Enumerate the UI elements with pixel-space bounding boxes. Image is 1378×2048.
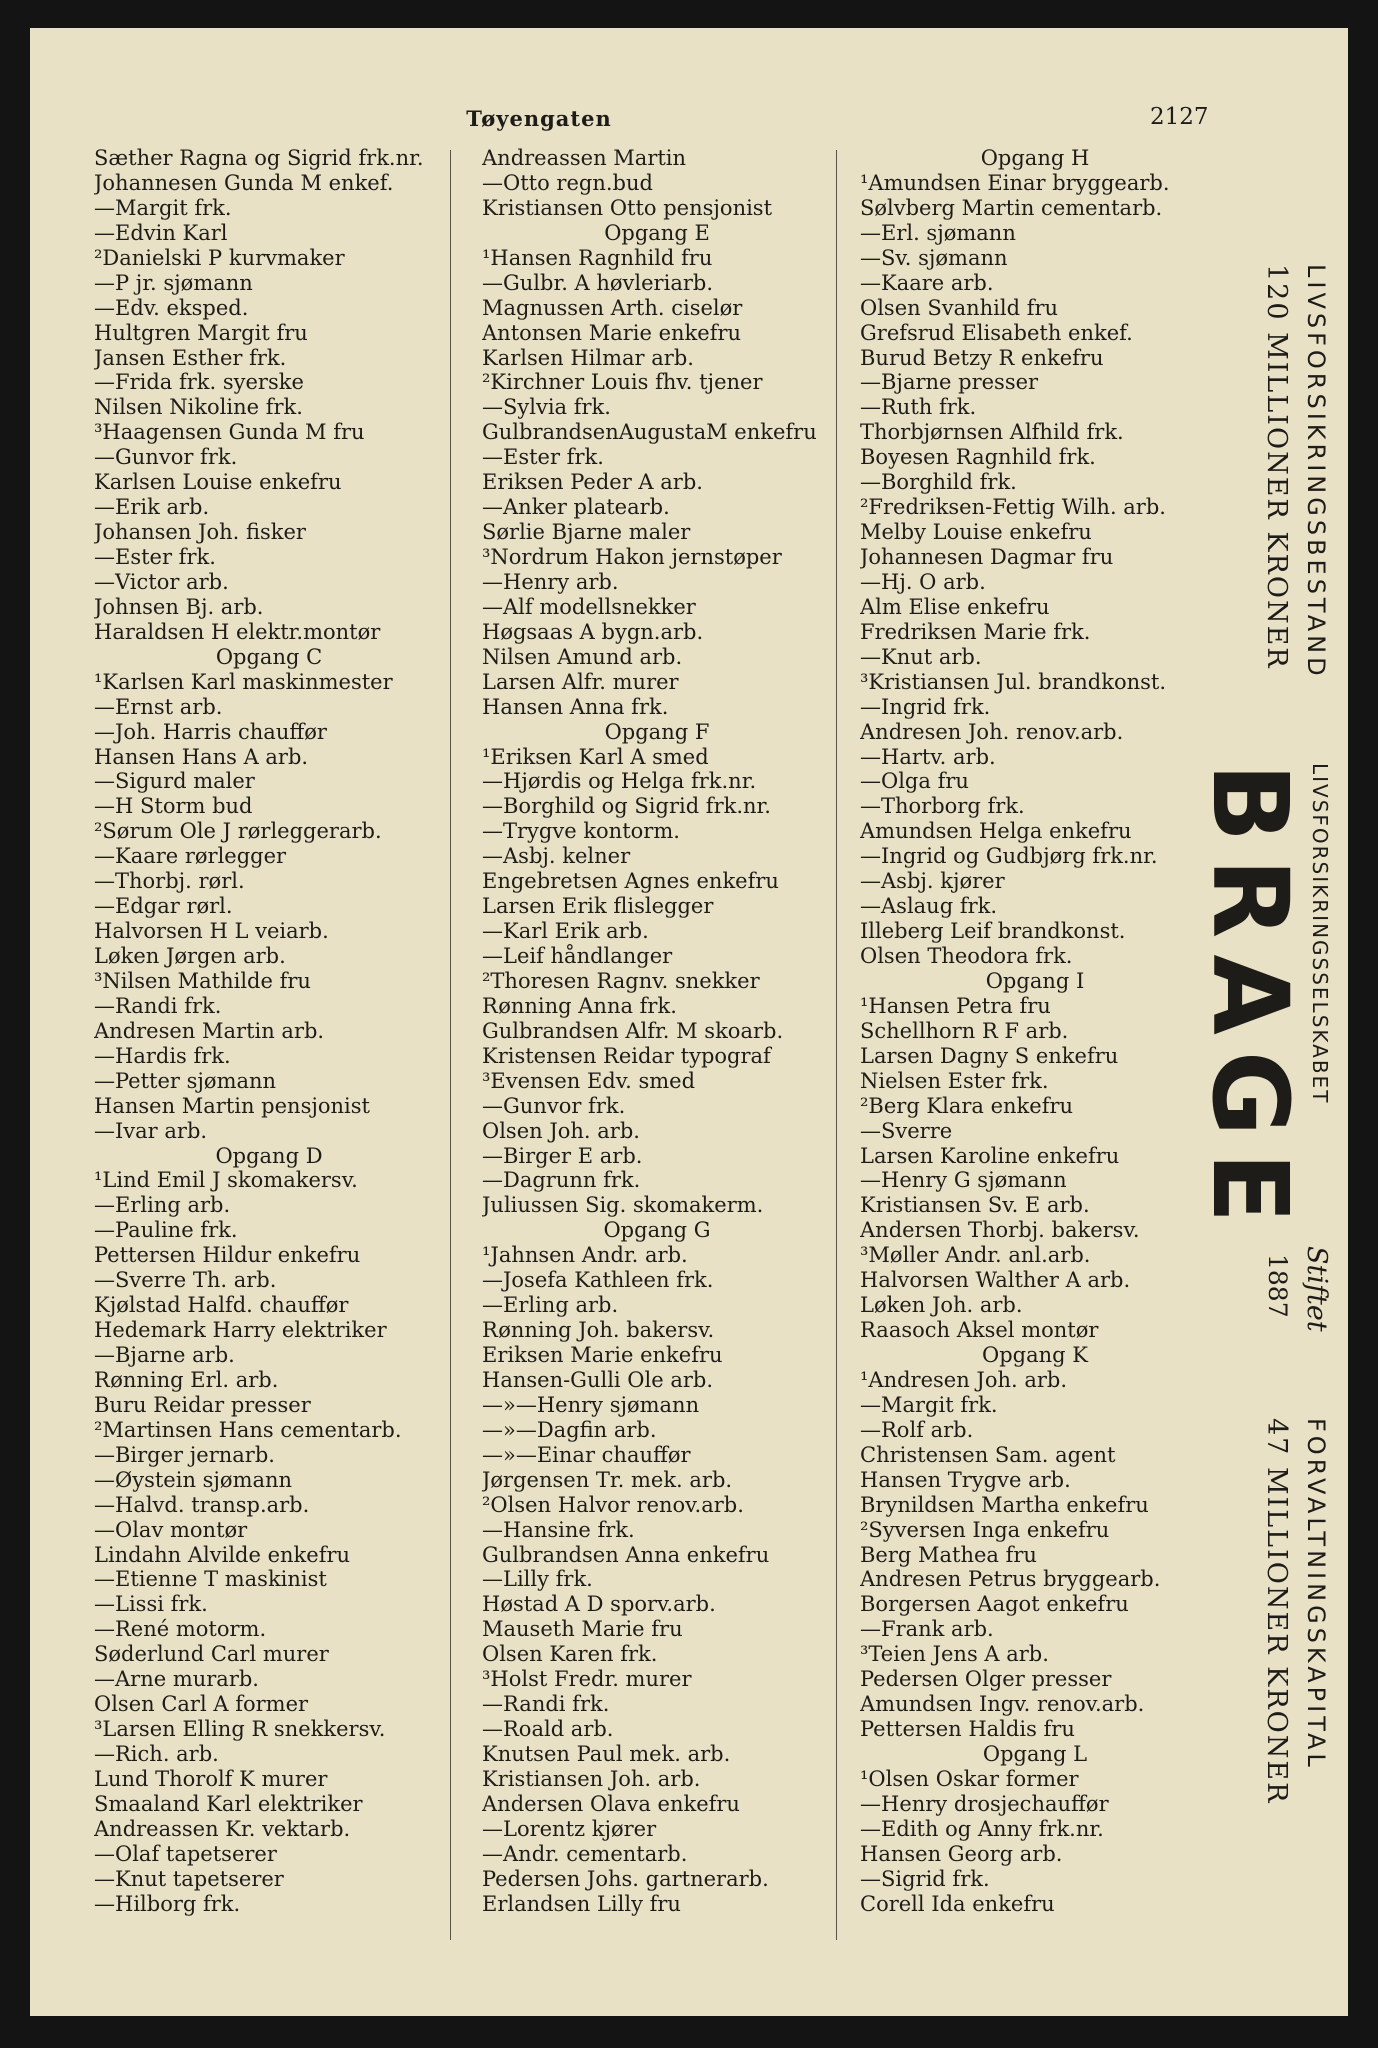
directory-entry: —Andr. cementarb.: [482, 1841, 688, 1866]
directory-entry: Nilsen Amund arb.: [482, 644, 683, 669]
directory-entry: —Erling arb.: [482, 1293, 619, 1318]
directory-entry: —Olaf tapetserer: [94, 1841, 277, 1866]
directory-entry: —Gunvor frk.: [94, 445, 238, 470]
ad-founded-year: 1887: [1263, 1254, 1292, 1318]
directory-entry: Karlsen Louise enkefru: [94, 470, 342, 495]
directory-entry: —Thorbj. rørl.: [94, 869, 245, 894]
directory-entry: ³Nilsen Mathilde fru: [94, 968, 311, 993]
directory-entry: ³Teien Jens A arb.: [860, 1642, 1049, 1667]
directory-entry: —Gunvor frk.: [482, 1093, 626, 1118]
directory-entry: ²Berg Klara enkefru: [860, 1093, 1074, 1118]
directory-entry: —Bjarne presser: [860, 370, 1039, 395]
directory-entry: Sølvberg Martin cementarb.: [860, 195, 1163, 220]
directory-entry: —Randi frk.: [94, 993, 222, 1018]
directory-entry: —Ester frk.: [482, 445, 604, 470]
directory-entry: Amundsen Helga enkefru: [860, 819, 1132, 844]
directory-entry: ¹Andresen Joh. arb.: [860, 1367, 1068, 1392]
directory-entry: —Borghild og Sigrid frk.nr.: [482, 794, 771, 819]
directory-entry: —Birger E arb.: [482, 1143, 643, 1168]
directory-entry: —Otto regn.bud: [482, 170, 653, 195]
directory-entry: Johannesen Gunda M enkef.: [94, 170, 394, 195]
directory-entry: Pedersen Johs. gartnerarb.: [482, 1866, 769, 1891]
ad-founded-label: Stiftet: [1301, 1246, 1332, 1332]
directory-entry: —Hj. O arb.: [860, 569, 986, 594]
directory-entry: —Øystein sjømann: [94, 1467, 293, 1492]
directory-entry: ²Syversen Inga enkefru: [860, 1517, 1110, 1542]
directory-entry: —Erik arb.: [94, 495, 210, 520]
directory-entry: —Hansine frk.: [482, 1517, 635, 1542]
directory-entry: —Erling arb.: [94, 1193, 231, 1218]
directory-entry: Pettersen Haldis fru: [860, 1717, 1075, 1742]
directory-entry: Kristiansen Sv. E arb.: [860, 1193, 1090, 1218]
directory-entry: —Frida frk. syerske: [94, 370, 304, 395]
directory-entry: Hansen Martin pensjonist: [94, 1093, 370, 1118]
directory-entry: —Ester frk.: [94, 545, 216, 569]
directory-entry: ¹Hansen Ragnhild fru: [482, 245, 713, 270]
section-heading: Opgang F: [604, 719, 710, 744]
directory-entry: Pettersen Hildur enkefru: [94, 1243, 361, 1268]
directory-entry: Johansen Joh. fisker: [94, 520, 306, 545]
directory-entry: Lindahn Alvilde enkefru: [94, 1542, 351, 1567]
directory-entry: —Frank arb.: [860, 1617, 994, 1642]
directory-entry: Rønning Joh. bakersv.: [482, 1318, 715, 1343]
directory-entry: Jørgensen Tr. mek. arb.: [482, 1467, 733, 1492]
directory-entry: —Olga fru: [860, 769, 969, 794]
directory-entry: Amundsen Ingv. renov.arb.: [860, 1692, 1145, 1717]
directory-entry: —P jr. sjømann: [94, 270, 253, 295]
directory-entry: Løken Jørgen arb.: [94, 944, 286, 968]
directory-entry: ¹Lind Emil J skomakersv.: [94, 1168, 358, 1193]
directory-entry: ³Kristiansen Jul. brandkonst.: [860, 669, 1167, 694]
directory-entry: ¹Amundsen Einar bryggearb.: [860, 170, 1170, 195]
directory-entry: —Victor arb.: [94, 569, 229, 594]
directory-entry: Andersen Olava enkefru: [482, 1791, 740, 1816]
directory-entry: Sørlie Bjarne maler: [482, 520, 691, 545]
directory-entry: ²Thoresen Ragnv. snekker: [482, 968, 760, 993]
section-heading: Opgang G: [603, 1218, 711, 1243]
street-title: Tøyengaten: [466, 106, 612, 131]
directory-entry: —Rich. arb.: [94, 1742, 219, 1766]
directory-entry: Karlsen Hilmar arb.: [482, 345, 694, 370]
directory-page: [30, 28, 1348, 2016]
directory-entry: —»—Dagfin arb.: [482, 1417, 657, 1442]
directory-entry: —Pauline frk.: [94, 1218, 238, 1243]
directory-entry: —Henry G sjømann: [860, 1168, 1067, 1193]
directory-entry: —Randi frk.: [482, 1692, 610, 1717]
directory-entry: Pedersen Olger presser: [860, 1667, 1112, 1692]
directory-entry: ³Møller Andr. anl.arb.: [860, 1243, 1091, 1268]
directory-entry: Høgsaas A bygn.arb.: [482, 619, 704, 644]
directory-entry: ²Sørum Ole J rørleggerarb.: [94, 819, 382, 844]
directory-entry: Borgersen Aagot enkefru: [860, 1592, 1129, 1617]
directory-entry: —Hilborg frk.: [94, 1891, 241, 1916]
directory-entry: —Josefa Kathleen frk.: [482, 1268, 714, 1293]
directory-entry: Hansen Trygve arb.: [860, 1467, 1071, 1492]
directory-entry: —Sverre: [860, 1118, 953, 1143]
directory-entry: —Kaare rørlegger: [94, 844, 287, 869]
ad-insurance-amount: 120 MILLIONER KRONER: [1261, 264, 1292, 670]
directory-entry: Buru Reidar presser: [94, 1392, 311, 1417]
directory-entry: —Sylvia frk.: [482, 395, 611, 420]
directory-entry: Berg Mathea fru: [860, 1542, 1037, 1567]
directory-entry: Brynildsen Martha enkefru: [860, 1492, 1149, 1517]
directory-entry: —Gulbr. A høvleriarb.: [482, 270, 713, 295]
directory-entry: —Bjarne arb.: [94, 1343, 235, 1367]
directory-entry: —Roald arb.: [482, 1717, 614, 1742]
directory-entry: Kristensen Reidar typograf: [482, 1043, 771, 1068]
directory-entry: —Leif håndlanger: [482, 944, 673, 968]
directory-entry: Andresen Joh. renov.arb.: [860, 719, 1124, 744]
directory-entry: Mauseth Marie fru: [482, 1617, 683, 1642]
directory-entry: Nielsen Ester frk.: [860, 1068, 1049, 1093]
directory-entry: Halvorsen H L veiarb.: [94, 919, 329, 944]
directory-entry: Hedemark Harry elektriker: [94, 1318, 387, 1343]
directory-entry: —Edgar rørl.: [94, 894, 233, 919]
directory-entry: Boyesen Ragnhild frk.: [860, 445, 1096, 470]
directory-entry: —Ingrid og Gudbjørg frk.nr.: [860, 844, 1158, 869]
directory-entry: —Asbj. kjører: [860, 869, 1005, 894]
directory-entry: Olsen Svanhild fru: [860, 295, 1059, 320]
directory-entry: Olsen Theodora frk.: [860, 944, 1073, 968]
directory-entry: Hansen-Gulli Ole arb.: [482, 1367, 714, 1392]
directory-entry: —Lorentz kjører: [482, 1816, 657, 1841]
ad-capital-amount: 47 MILLIONER KRONER: [1261, 1418, 1292, 1805]
directory-entry: Rønning Anna frk.: [482, 993, 677, 1018]
page-number: 2127: [1150, 104, 1209, 130]
directory-entry: ²Kirchner Louis fhv. tjener: [482, 370, 763, 395]
directory-entry: Andresen Petrus bryggearb.: [860, 1567, 1161, 1592]
directory-entry: —Asbj. kelner: [482, 844, 631, 869]
directory-entry: Sæther Ragna og Sigrid frk.nr.: [94, 146, 424, 170]
directory-entry: Gulbrandsen Alfr. M skoarb.: [482, 1018, 784, 1043]
directory-entry: Christensen Sam. agent: [860, 1442, 1116, 1467]
directory-entry: Andreassen Kr. vektarb.: [94, 1816, 351, 1841]
directory-entry: —Thorborg frk.: [860, 794, 1025, 819]
directory-entry: —Erl. sjømann: [860, 220, 1016, 245]
directory-entry: Larsen Alfr. murer: [482, 669, 679, 694]
directory-entry: —H Storm bud: [94, 794, 253, 819]
directory-entry: ¹Jahnsen Andr. arb.: [482, 1243, 688, 1268]
directory-entry: ²Olsen Halvor renov.arb.: [482, 1492, 744, 1517]
directory-entry: —Henry drosjechauffør: [860, 1791, 1109, 1816]
directory-entry: Corell Ida enkefru: [860, 1891, 1055, 1916]
directory-entry: —Arne murarb.: [94, 1667, 259, 1692]
directory-entry: Johannesen Dagmar fru: [860, 545, 1114, 569]
directory-entry: Juliussen Sig. skomakerm.: [482, 1193, 764, 1218]
directory-entry: Larsen Dagny S enkefru: [860, 1043, 1119, 1068]
section-heading: Opgang H: [980, 146, 1090, 170]
directory-entry: —Anker platearb.: [482, 495, 670, 520]
directory-entry: ¹Eriksen Karl A smed: [482, 744, 709, 769]
directory-entry: —Sigrid frk.: [860, 1866, 990, 1891]
directory-entry: —Halvd. transp.arb.: [94, 1492, 310, 1517]
directory-entry: —Dagrunn frk.: [482, 1168, 641, 1193]
directory-entry: —Sv. sjømann: [860, 245, 1008, 270]
directory-entry: —Petter sjømann: [94, 1068, 277, 1093]
directory-entry: —Alf modellsnekker: [482, 594, 696, 619]
directory-entry: —Aslaug frk.: [860, 894, 998, 919]
directory-entry: Larsen Karoline enkefru: [860, 1143, 1120, 1168]
directory-entry: Thorbjørnsen Alfhild frk.: [860, 420, 1124, 445]
section-heading: Opgang C: [215, 644, 323, 669]
directory-entry: Jansen Esther frk.: [94, 345, 287, 370]
directory-entry: Halvorsen Walther A arb.: [860, 1268, 1131, 1293]
directory-entry: Grefsrud Elisabeth enkef.: [860, 320, 1133, 345]
directory-entry: —Joh. Harris chauffør: [94, 719, 327, 744]
directory-entry: Hansen Anna frk.: [482, 694, 669, 719]
section-heading: Opgang E: [604, 220, 710, 245]
directory-entry: —Sigurd maler: [94, 769, 255, 794]
directory-entry: —Edith og Anny frk.nr.: [860, 1816, 1104, 1841]
directory-entry: Andresen Martin arb.: [94, 1018, 325, 1043]
directory-entry: ¹Hansen Petra fru: [860, 993, 1051, 1018]
directory-entry: Alm Elise enkefru: [860, 594, 1050, 619]
directory-entry: Kristiansen Joh. arb.: [482, 1766, 701, 1791]
directory-entry: Kjølstad Halfd. chauffør: [94, 1293, 349, 1318]
directory-entry: ³Nordrum Hakon jernstøper: [482, 545, 782, 569]
directory-entry: —Hartv. arb.: [860, 744, 996, 769]
directory-entry: Gulbrandsen Anna enkefru: [482, 1542, 770, 1567]
directory-entry: Fredriksen Marie frk.: [860, 619, 1091, 644]
section-heading: Opgang D: [215, 1143, 323, 1168]
column-2: [482, 146, 872, 1917]
column-1: [94, 146, 484, 1917]
directory-entry: —Margit frk.: [94, 195, 232, 220]
directory-entry: Kristiansen Otto pensjonist: [482, 195, 773, 220]
directory-entry: ³Haagensen Gunda M fru: [94, 420, 365, 445]
directory-entry: —Edvin Karl: [94, 220, 228, 245]
directory-entry: ³Larsen Elling R snekkersv.: [94, 1717, 386, 1742]
directory-entry: Høstad A D sporv.arb.: [482, 1592, 716, 1617]
section-heading: Opgang K: [982, 1343, 1088, 1367]
directory-entry: —Trygve kontorm.: [482, 819, 680, 844]
directory-entry: —Sverre Th. arb.: [94, 1268, 277, 1293]
directory-entry: —Knut arb.: [860, 644, 982, 669]
directory-entry: —Margit frk.: [860, 1392, 998, 1417]
directory-entry: Smaaland Karl elektriker: [94, 1791, 363, 1816]
directory-entry: Burud Betzy R enkefru: [860, 345, 1104, 370]
directory-entry: Hansen Georg arb.: [860, 1841, 1063, 1866]
directory-entry: —Etienne T maskinist: [94, 1567, 327, 1592]
directory-entry: —René motorm.: [94, 1617, 267, 1642]
directory-entry: Melby Louise enkefru: [860, 520, 1092, 545]
directory-entry: ²Martinsen Hans cementarb.: [94, 1417, 402, 1442]
directory-entry: Larsen Erik flislegger: [482, 894, 714, 919]
directory-entry: —Lilly frk.: [482, 1567, 593, 1592]
directory-entry: Andersen Thorbj. bakersv.: [860, 1218, 1140, 1243]
directory-entry: Olsen Carl A former: [94, 1692, 309, 1717]
directory-entry: —Karl Erik arb.: [482, 919, 649, 944]
directory-entry: —Birger jernarb.: [94, 1442, 275, 1467]
directory-entry: Illeberg Leif brandkonst.: [860, 919, 1126, 944]
directory-entry: Olsen Joh. arb.: [482, 1118, 640, 1143]
directory-entry: Engebretsen Agnes enkefru: [482, 869, 779, 894]
directory-entry: ³Holst Fredr. murer: [482, 1667, 692, 1692]
directory-entry: Eriksen Marie enkefru: [482, 1343, 723, 1367]
directory-entry: —»—Henry sjømann: [482, 1392, 700, 1417]
directory-entry: Haraldsen H elektr.montør: [94, 619, 381, 644]
directory-entry: Antonsen Marie enkefru: [482, 320, 742, 345]
ad-insurance-amount-label: LIVSFORSIKRINGSBESTAND: [1302, 264, 1330, 680]
directory-entry: —Olav montør: [94, 1517, 248, 1542]
directory-entry: —Edv. eksped.: [94, 295, 249, 320]
directory-entry: ¹Olsen Oskar former: [860, 1766, 1079, 1791]
directory-entry: ²Danielski P kurvmaker: [94, 245, 345, 270]
directory-entry: Hultgren Margit fru: [94, 320, 308, 345]
directory-entry: —»—Einar chauffør: [482, 1442, 691, 1467]
directory-entry: —Rolf arb.: [860, 1417, 974, 1442]
section-heading: Opgang I: [985, 968, 1085, 993]
directory-entry: Andreassen Martin: [482, 146, 687, 170]
directory-entry: —Ruth frk.: [860, 395, 977, 420]
directory-entry: Johnsen Bj. arb.: [94, 594, 264, 619]
directory-entry: Rønning Erl. arb.: [94, 1367, 279, 1392]
directory-entry: —Ivar arb.: [94, 1118, 208, 1143]
directory-entry: —Ingrid frk.: [860, 694, 991, 719]
directory-entry: —Lissi frk.: [94, 1592, 208, 1617]
directory-entry: —Hjørdis og Helga frk.nr.: [482, 769, 757, 794]
ad-brand-name: BRAGE: [1189, 763, 1311, 1240]
directory-entry: —Ernst arb.: [94, 694, 223, 719]
directory-entry: Magnussen Arth. ciselør: [482, 295, 743, 320]
directory-entry: —Henry arb.: [482, 569, 619, 594]
directory-entry: ²Fredriksen-Fettig Wilh. arb.: [860, 495, 1166, 520]
directory-entry: Løken Joh. arb.: [860, 1293, 1023, 1318]
directory-entry: Lund Thorolf K murer: [94, 1766, 328, 1791]
directory-entry: —Borghild frk.: [860, 470, 1017, 495]
directory-entry: Eriksen Peder A arb.: [482, 470, 703, 495]
directory-entry: —Knut tapetserer: [94, 1866, 284, 1891]
directory-entry: Erlandsen Lilly fru: [482, 1891, 681, 1916]
directory-entry: ³Evensen Edv. smed: [482, 1068, 696, 1093]
directory-entry: Schellhorn R F arb.: [860, 1018, 1069, 1043]
directory-entry: Knutsen Paul mek. arb.: [482, 1742, 731, 1766]
directory-entry: Søderlund Carl murer: [94, 1642, 329, 1667]
ad-company-name: LIVSFORSIKRINGSSELSKABET: [1308, 763, 1332, 1105]
directory-entry: ¹Karlsen Karl maskinmester: [94, 669, 393, 694]
directory-entry: GulbrandsenAugustaM enkefru: [482, 420, 817, 445]
directory-entry: Nilsen Nikoline frk.: [94, 395, 303, 420]
ad-capital-label: FORVALTNINGSKAPITAL: [1302, 1418, 1330, 1771]
directory-entry: —Kaare arb.: [860, 270, 994, 295]
directory-entry: Olsen Karen frk.: [482, 1642, 658, 1667]
directory-entry: —Hardis frk.: [94, 1043, 231, 1068]
directory-entry: Hansen Hans A arb.: [94, 744, 309, 769]
directory-entry: Raasoch Aksel montør: [860, 1318, 1099, 1343]
section-heading: Opgang L: [982, 1742, 1088, 1766]
